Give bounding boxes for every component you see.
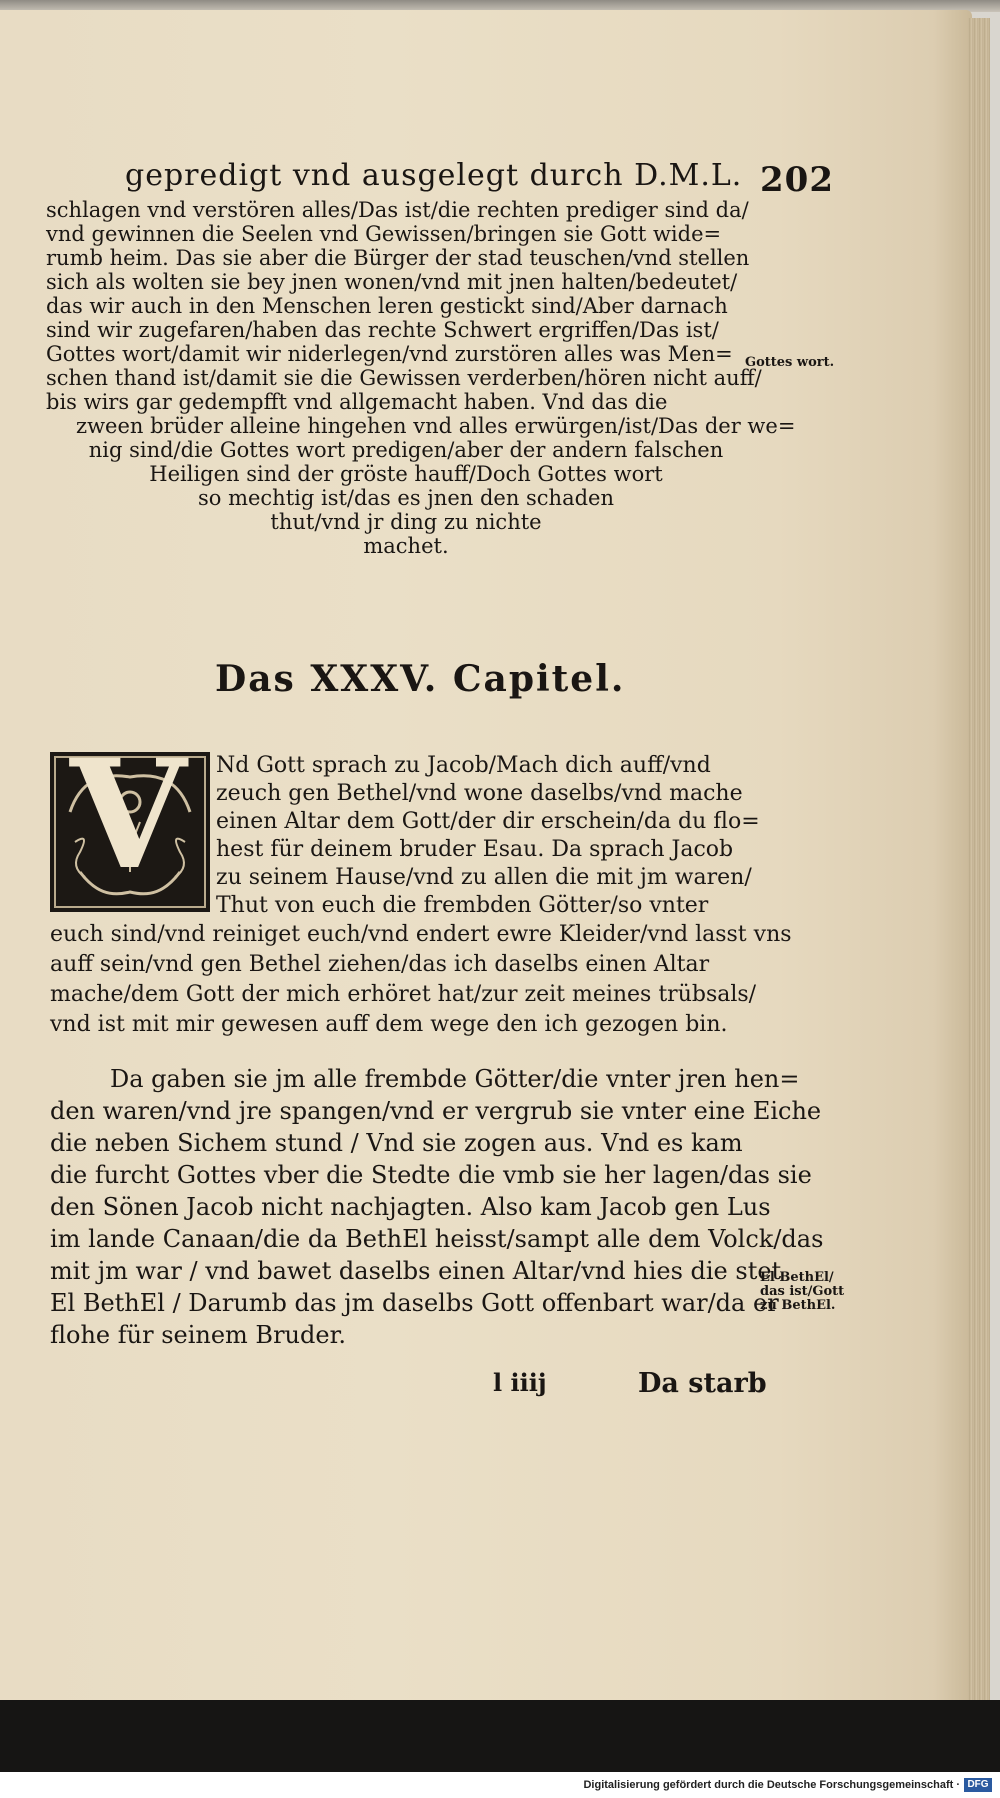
text-line: mache/dem Gott der mich erhöret hat/zur zeit meines trübsals/ — [50, 982, 757, 1007]
text-line: schen thand ist/damit sie die Gewissen verderben/hören nicht auff/ — [46, 366, 762, 390]
text-line: zween brüder alleine hingehen vnd alles erwürgen/ist/Das der we= — [76, 414, 796, 438]
text-line: thut/vnd jr ding zu nichte — [270, 510, 542, 534]
text-line: sind wir zugefaren/haben das rechte Schwert ergriffen/Das ist/ — [46, 318, 719, 342]
text-line: mit jm war / vnd bawet daselbs einen Altar/vnd hies die stet — [50, 1257, 782, 1285]
text-line: nig sind/die Gottes wort predigen/aber der andern falschen — [88, 438, 724, 462]
text-line: hest für deinem bruder Esau. Da sprach Jacob — [216, 837, 734, 862]
text-line: Nd Gott sprach zu Jacob/Mach dich auff/vnd — [216, 753, 711, 778]
text-line: bis wirs gar gedempfft vnd allgemacht haben. Vnd das die — [46, 390, 668, 414]
text-line: vnd ist mit mir gewesen auff dem wege den ich gezogen bin. — [50, 1012, 728, 1037]
paragraph-second-verse — [50, 1063, 823, 1351]
text-line: schlagen vnd verstören alles/Das ist/die rechten prediger sind da/ — [46, 198, 749, 222]
paragraph-commentary — [46, 198, 796, 558]
signature-mark: l iiij — [493, 1368, 547, 1397]
folio-number: 202 — [760, 160, 834, 200]
text-line: flohe für seinem Bruder. — [50, 1321, 347, 1349]
chapter-opening-lines — [216, 752, 760, 920]
dfg-logo: DFG — [964, 1778, 992, 1792]
footer-credit: Digitalisierung gefördert durch die Deutsche Forschungsgemeinschaft · — [583, 1779, 960, 1791]
text-line: den Sönen Jacob nicht nachjagten. Also kam Jacob gen Lus — [50, 1193, 771, 1221]
text-line: die furcht Gottes vber die Stedte die vmb sie her lagen/das sie — [50, 1161, 812, 1189]
running-header: gepredigt vnd ausgelegt durch D.M.L. — [125, 158, 743, 193]
text-line: zu seinem Hause/vnd zu allen die mit jm waren/ — [216, 865, 752, 890]
text-line: machet. — [363, 534, 449, 558]
text-line: rumb heim. Das sie aber die Bürger der stad teuschen/vnd stellen — [46, 246, 750, 270]
text-line: die neben Sichem stund / Vnd sie zogen aus. Vnd es kam — [50, 1129, 743, 1157]
chapter-title: Das XXXV. Capitel. — [215, 658, 626, 700]
text-line: Da gaben sie jm alle frembde Götter/die vnter jren hen= — [110, 1065, 800, 1093]
text-line: euch sind/vnd reiniget euch/vnd endert ewre Kleider/vnd lasst vns — [50, 922, 792, 947]
page-edges — [968, 18, 990, 1700]
text-line: so mechtig ist/das es jnen den schaden — [197, 486, 614, 510]
text-line: Gottes wort/damit wir niderlegen/vnd zurstören alles was Men= — [46, 342, 733, 366]
margin-note-line: zu BethEl. — [760, 1298, 836, 1313]
catchword: Da starb — [638, 1368, 767, 1399]
paragraph-verse-continuation — [50, 920, 792, 1040]
text-line: den waren/vnd jre spangen/vnd er vergrub sie vnter eine Eiche — [50, 1097, 822, 1125]
margin-note-gottes-wort: Gottes wort. — [745, 355, 835, 370]
margin-note-line: El BethEl/ — [760, 1270, 834, 1285]
margin-note-bethel — [760, 1271, 844, 1313]
text-line: Thut von euch die frembden Götter/so vnter — [216, 893, 709, 918]
text-line: zeuch gen Bethel/vnd wone daselbs/vnd mache — [216, 781, 743, 806]
text-line: El BethEl / Darumb das jm daselbs Gott offenbart war/da er — [50, 1289, 779, 1317]
text-line: sich als wolten sie bey jnen wonen/vnd mit jnen halten/bedeutet/ — [46, 270, 738, 294]
initial-letter: V — [70, 727, 187, 903]
text-line: Heiligen sind der gröste hauff/Doch Gottes wort — [149, 462, 663, 486]
text-line: im lande Canaan/die da BethEl heisst/sampt alle dem Volck/das — [50, 1225, 824, 1253]
text-line: vnd gewinnen die Seelen vnd Gewissen/bringen sie Gott wide= — [46, 222, 722, 246]
text-line: auff sein/vnd gen Bethel ziehen/das ich daselbs einen Altar — [50, 952, 710, 977]
decorated-initial — [50, 727, 210, 912]
text-line: einen Altar dem Gott/der dir erschein/da du flo= — [216, 809, 760, 834]
text-line: das wir auch in den Menschen leren gestickt sind/Aber darnach — [46, 294, 728, 318]
margin-note-line: das ist/Gott — [760, 1284, 845, 1299]
